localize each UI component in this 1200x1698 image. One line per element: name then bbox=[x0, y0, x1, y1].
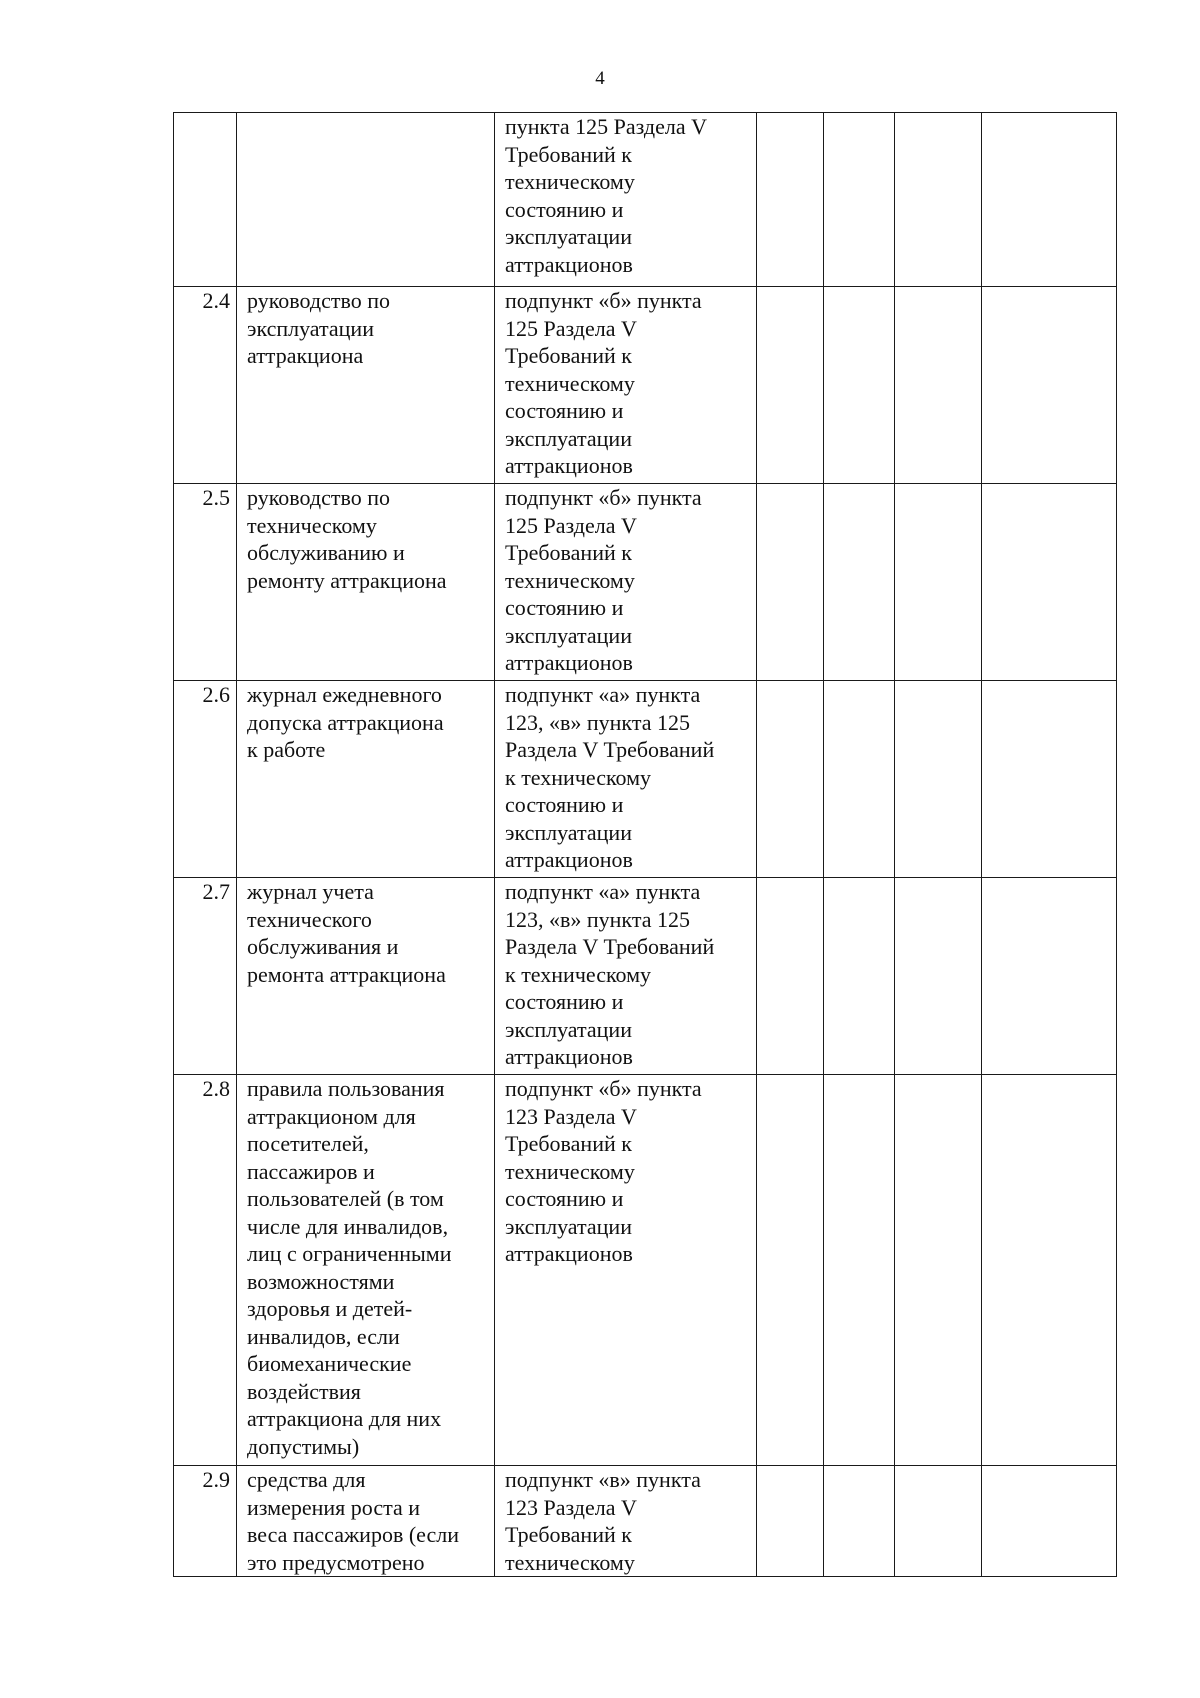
empty-cell bbox=[982, 878, 1117, 1075]
table-body bbox=[174, 113, 1117, 1577]
empty-cell bbox=[982, 287, 1117, 484]
empty-cell bbox=[982, 1466, 1117, 1577]
empty-cell bbox=[824, 484, 895, 681]
row-number bbox=[174, 113, 237, 287]
row-number: 2.6 bbox=[174, 681, 237, 878]
empty-cell bbox=[895, 484, 982, 681]
checklist-table bbox=[173, 112, 1117, 1577]
document-name bbox=[237, 113, 495, 287]
empty-cell bbox=[824, 1075, 895, 1466]
empty-cell bbox=[982, 113, 1117, 287]
document-name: средства для измерения роста и веса пассажиров (если это предусмотрено bbox=[237, 1466, 495, 1577]
regulation-reference: подпункт «б» пункта 123 Раздела V Требований к техническому состоянию и эксплуатации аттракционов bbox=[495, 1075, 757, 1466]
empty-cell bbox=[895, 681, 982, 878]
empty-cell bbox=[895, 1075, 982, 1466]
empty-cell bbox=[824, 113, 895, 287]
empty-cell bbox=[895, 113, 982, 287]
empty-cell bbox=[824, 681, 895, 878]
empty-cell bbox=[982, 1075, 1117, 1466]
row-number: 2.9 bbox=[174, 1466, 237, 1577]
empty-cell bbox=[757, 484, 824, 681]
empty-cell bbox=[757, 1466, 824, 1577]
document-name: журнал ежедневного допуска аттракциона к работе bbox=[237, 681, 495, 878]
empty-cell bbox=[824, 1466, 895, 1577]
table-row bbox=[174, 113, 1117, 287]
regulation-reference: подпункт «б» пункта 125 Раздела V Требований к техническому состоянию и эксплуатации аттракционов bbox=[495, 484, 757, 681]
empty-cell bbox=[895, 878, 982, 1075]
table-row bbox=[174, 878, 1117, 1075]
empty-cell bbox=[982, 484, 1117, 681]
regulation-reference: подпункт «в» пункта 123 Раздела V Требований к техническому bbox=[495, 1466, 757, 1577]
document-name: журнал учета технического обслуживания и ремонта аттракциона bbox=[237, 878, 495, 1075]
row-number: 2.5 bbox=[174, 484, 237, 681]
table-row bbox=[174, 1466, 1117, 1577]
table-row bbox=[174, 1075, 1117, 1466]
table-row bbox=[174, 681, 1117, 878]
table-row bbox=[174, 287, 1117, 484]
page-number: 4 bbox=[595, 68, 605, 89]
regulation-reference: пункта 125 Раздела V Требований к техническому состоянию и эксплуатации аттракционов bbox=[495, 113, 757, 287]
empty-cell bbox=[824, 287, 895, 484]
document-name: правила пользования аттракционом для посетителей, пассажиров и пользователей (в том числе для инвалидов, лиц с ограниченными возможностями здоровья и детей- инвалидов, если биомеханические воздействия аттракциона для них допустимы) bbox=[237, 1075, 495, 1466]
regulation-reference: подпункт «б» пункта 125 Раздела V Требований к техническому состоянию и эксплуатации аттракционов bbox=[495, 287, 757, 484]
row-number: 2.4 bbox=[174, 287, 237, 484]
table-row bbox=[174, 484, 1117, 681]
regulation-reference: подпункт «а» пункта 123, «в» пункта 125 Раздела V Требований к техническому состоянию и эксплуатации аттракционов bbox=[495, 681, 757, 878]
regulation-reference: подпункт «а» пункта 123, «в» пункта 125 Раздела V Требований к техническому состоянию и эксплуатации аттракционов bbox=[495, 878, 757, 1075]
empty-cell bbox=[895, 1466, 982, 1577]
document-name: руководство по техническому обслуживанию и ремонту аттракциона bbox=[237, 484, 495, 681]
empty-cell bbox=[757, 287, 824, 484]
empty-cell bbox=[757, 113, 824, 287]
empty-cell bbox=[757, 1075, 824, 1466]
empty-cell bbox=[757, 878, 824, 1075]
empty-cell bbox=[982, 681, 1117, 878]
empty-cell bbox=[895, 287, 982, 484]
row-number: 2.7 bbox=[174, 878, 237, 1075]
document-name: руководство по эксплуатации аттракциона bbox=[237, 287, 495, 484]
row-number: 2.8 bbox=[174, 1075, 237, 1466]
empty-cell bbox=[824, 878, 895, 1075]
empty-cell bbox=[757, 681, 824, 878]
